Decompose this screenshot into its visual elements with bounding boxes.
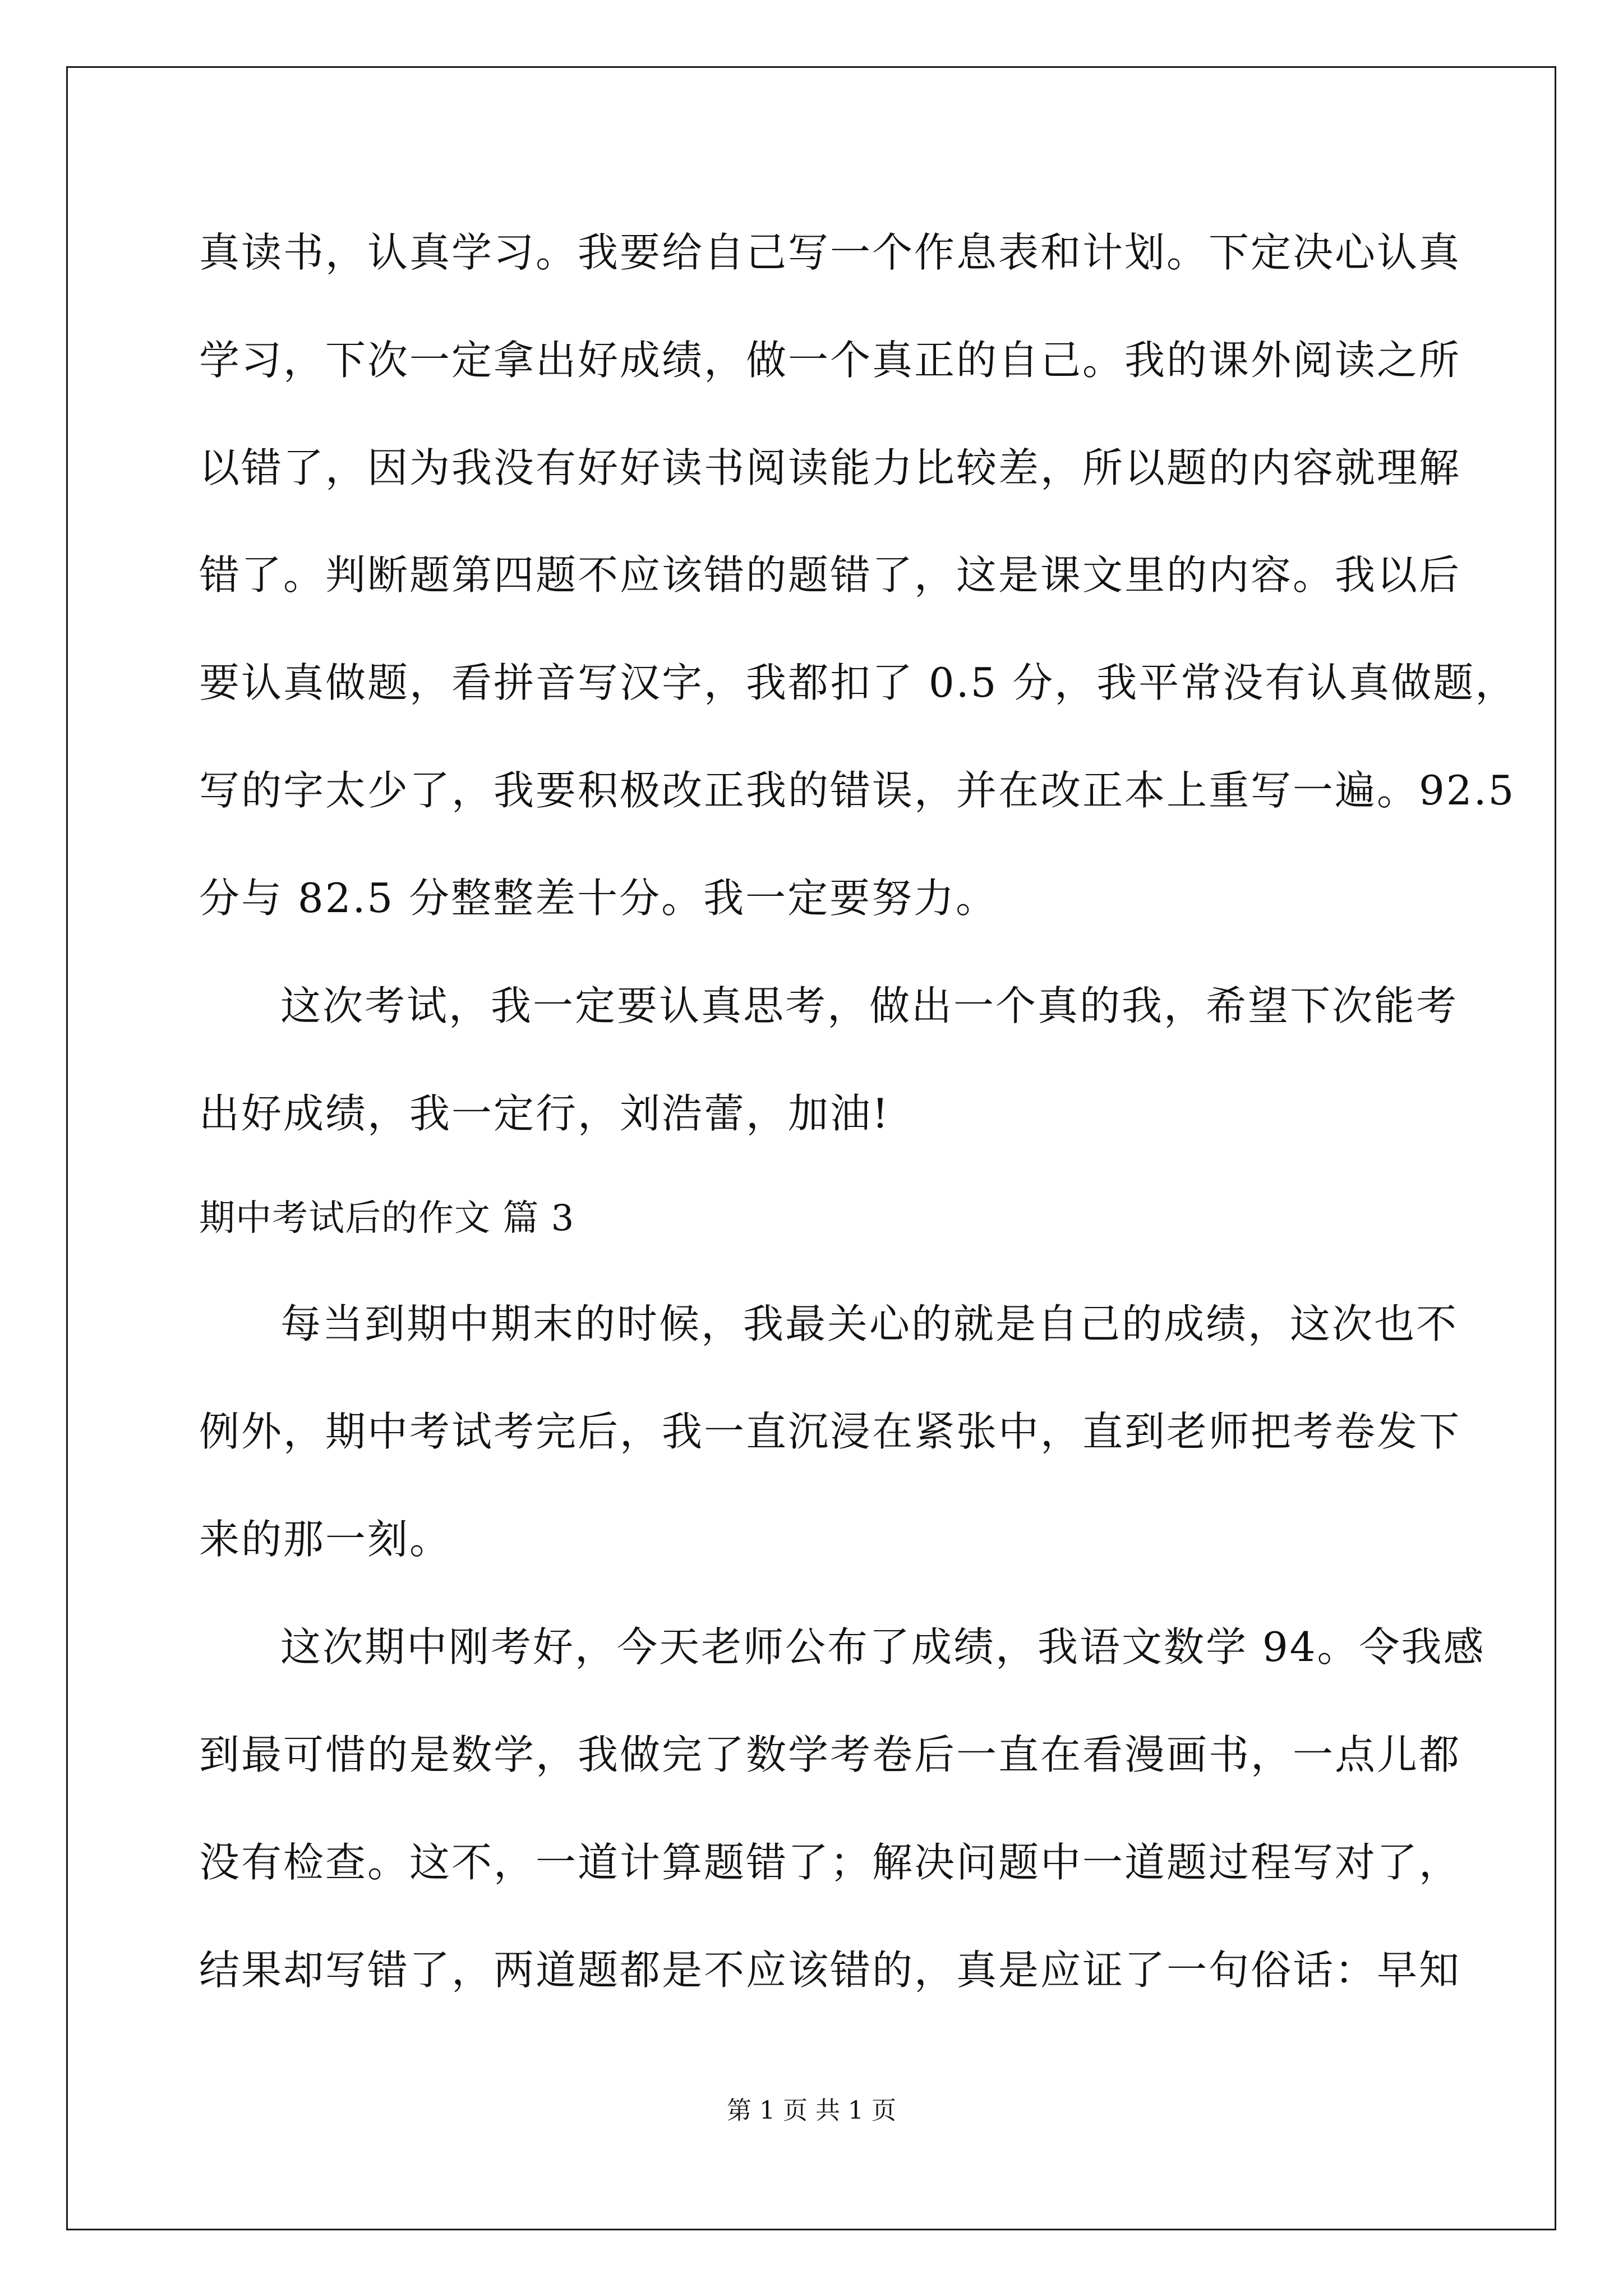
text-line: 学习，下次一定拿出好成绩，做一个真正的自己。我的课外阅读之所 <box>199 337 1461 384</box>
text-line: 没有检查。这不，一道计算题错了；解决问题中一道题过程写对了， <box>199 1839 1461 1886</box>
text-line: 例外，期中考试考完后，我一直沉浸在紧张中，直到老师把考卷发下 <box>199 1408 1461 1455</box>
text-line: 要认真做题，看拼音写汉字，我都扣了 0.5 分，我平常没有认真做题， <box>199 659 1518 706</box>
text-line: 错了。判断题第四题不应该错的题错了，这是课文里的内容。我以后 <box>199 551 1461 599</box>
text-line: 到最可惜的是数学，我做完了数学考卷后一直在看漫画书，一点儿都 <box>199 1731 1461 1778</box>
text-line: 来的那一刻。 <box>199 1516 452 1563</box>
text-line: 出好成绩，我一定行，刘浩蕾，加油! <box>199 1090 890 1137</box>
text-line: 以错了，因为我没有好好读书阅读能力比较差，所以题的内容就理解 <box>199 444 1461 491</box>
page-border <box>66 66 1556 2230</box>
page-footer: 第 1 页 共 1 页 <box>727 2096 896 2125</box>
text-line: 结果却写错了，两道题都是不应该错的，真是应证了一句俗话：早知 <box>199 1947 1461 1994</box>
paragraph-first-line: 每当到期中期末的时候，我最关心的就是自己的成绩，这次也不 <box>280 1300 1459 1347</box>
paragraph-first-line: 这次考试，我一定要认真思考，做出一个真的我，希望下次能考 <box>280 982 1459 1029</box>
text-line: 分与 82.5 分整整差十分。我一定要努力。 <box>199 875 998 922</box>
text-line: 写的字太少了，我要积极改正我的错误，并在改正本上重写一遍。92.5 <box>199 767 1516 814</box>
paragraph-first-line: 这次期中刚考好，今天老师公布了成绩，我语文数学 94。令我感 <box>280 1623 1486 1671</box>
section-heading: 期中考试后的作文 篇 3 <box>199 1198 575 1239</box>
text-line: 真读书，认真学习。我要给自己写一个作息表和计划。下定决心认真 <box>199 229 1461 276</box>
